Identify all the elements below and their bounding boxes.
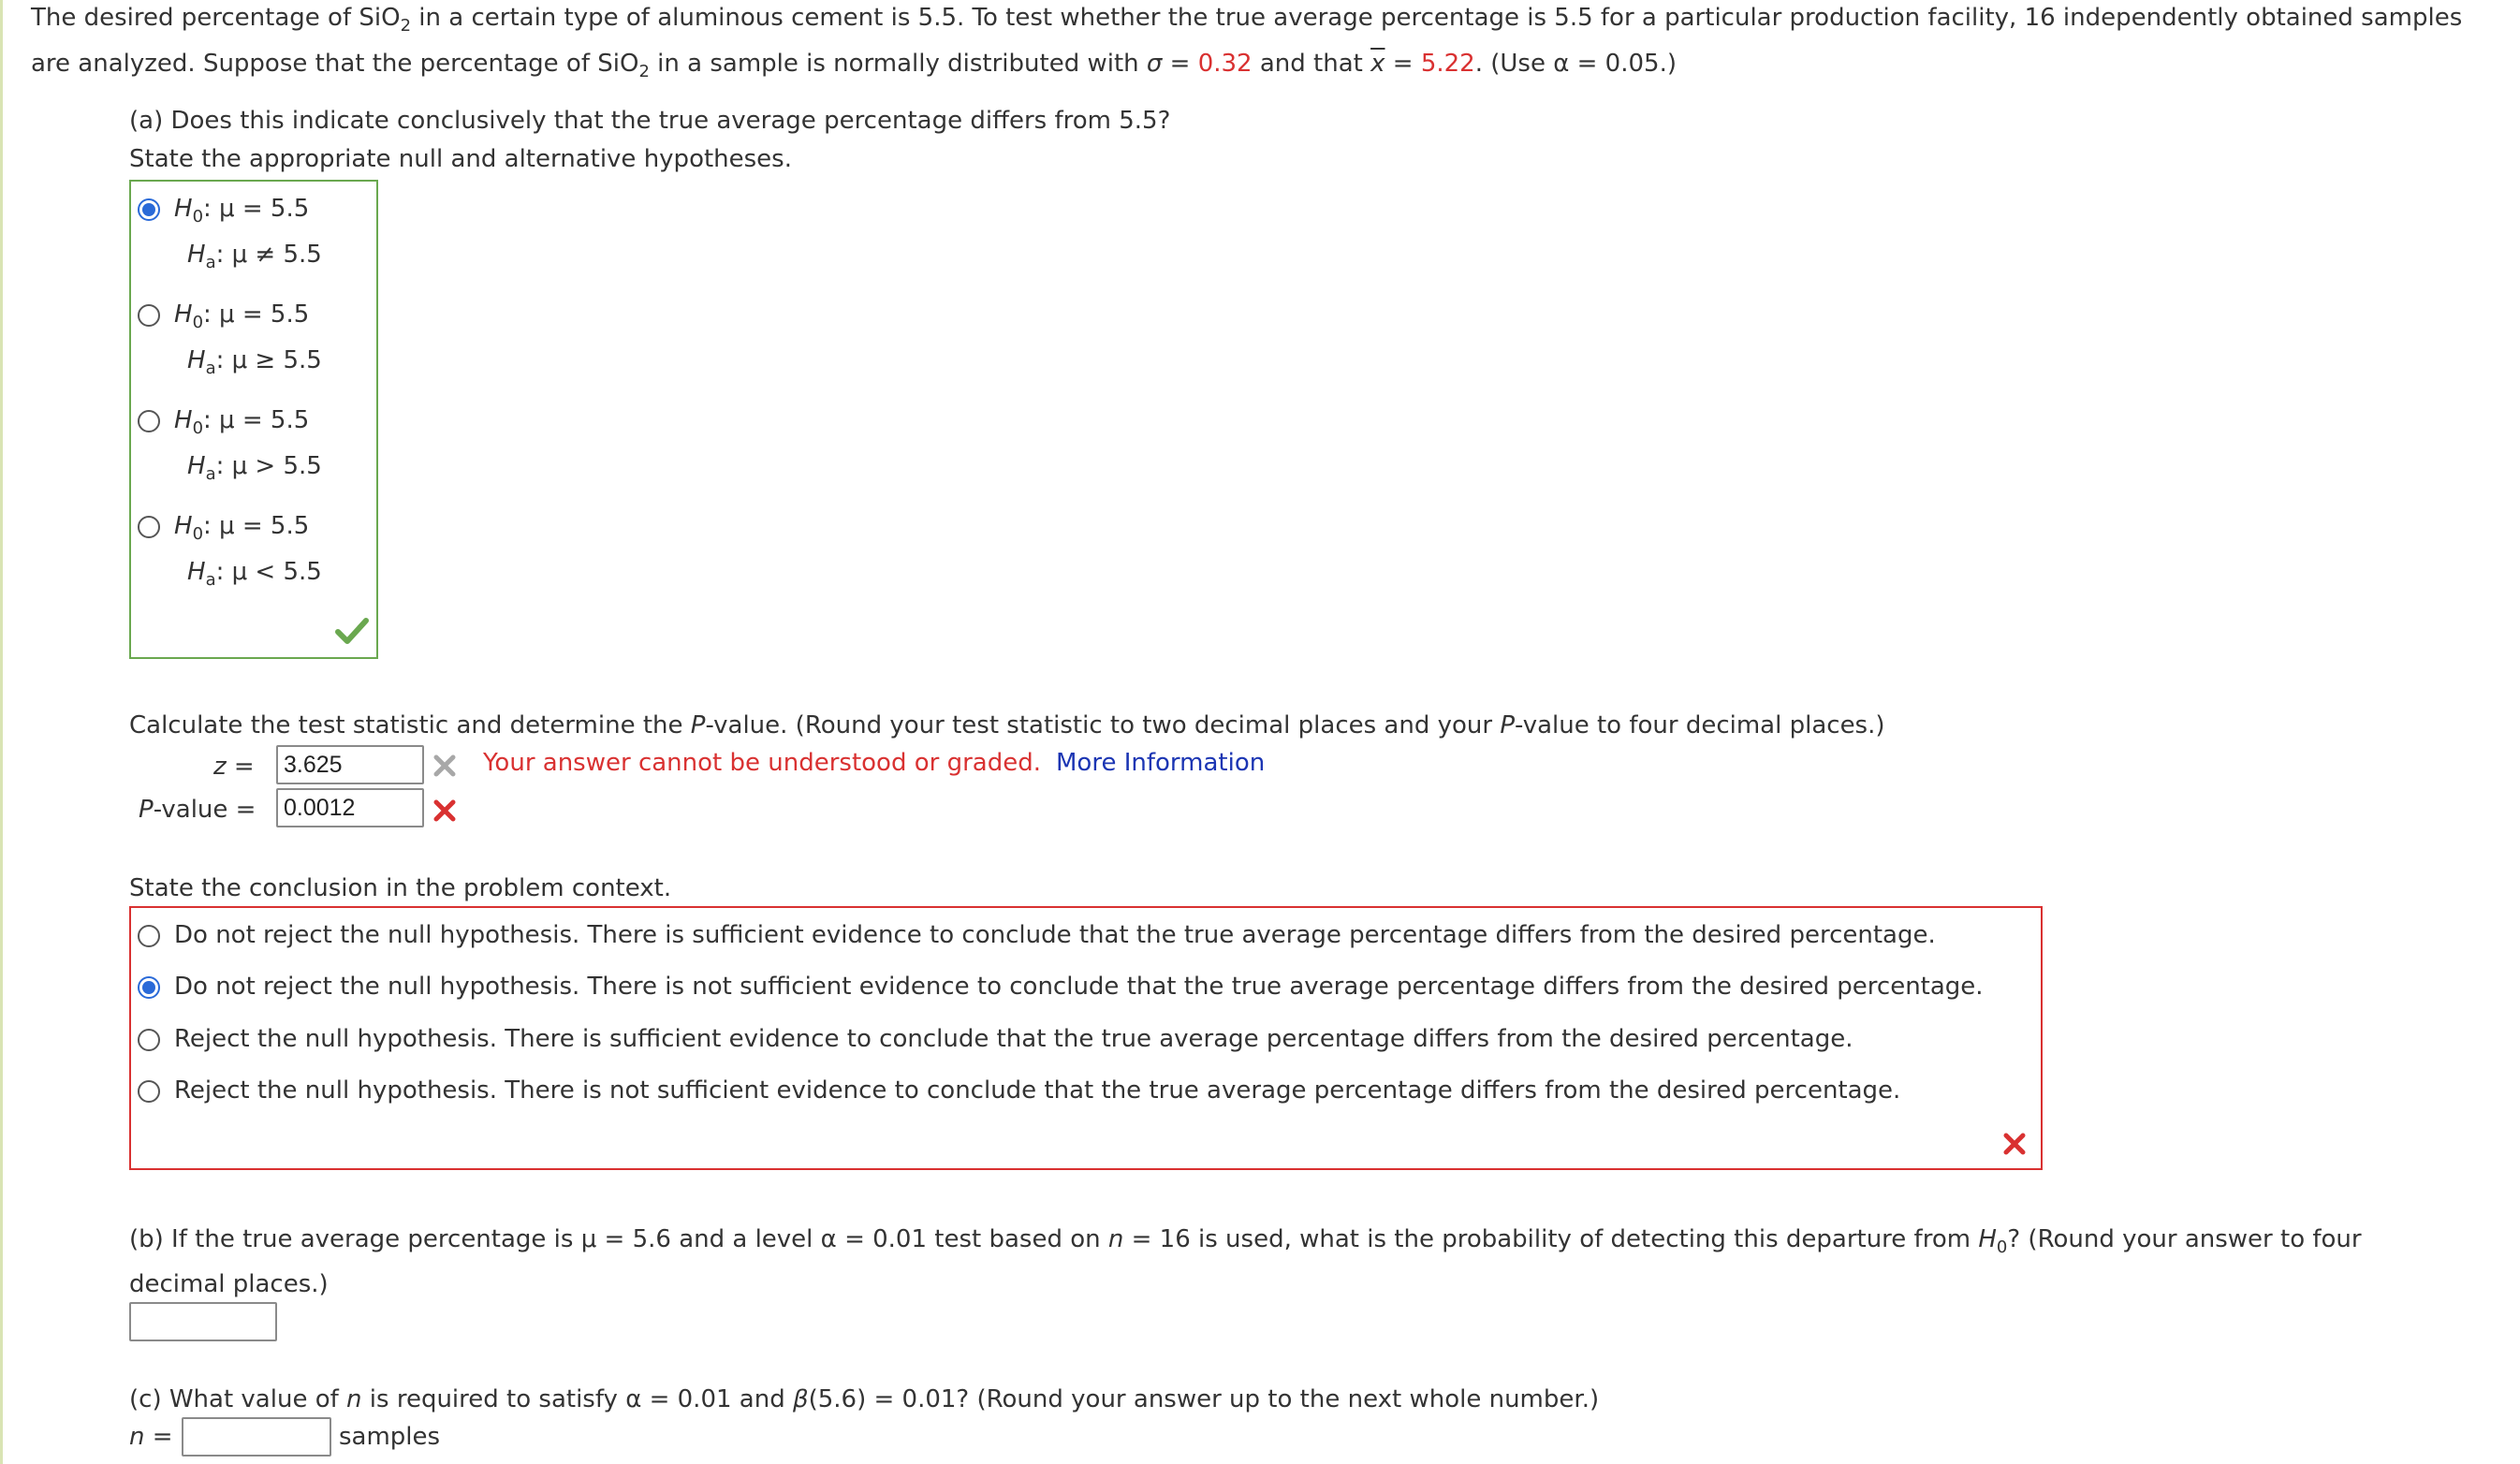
hypothesis-option-1-radio[interactable] [138, 198, 160, 221]
part-c-n-label: n = [129, 1423, 173, 1451]
p-value-input[interactable] [276, 788, 424, 827]
conclusion-option-2-text: Do not reject the null hypothesis. There is not sufficient evidence to conclude that the true average percentage differs from the desired percentage. [174, 973, 1984, 1001]
p-value-label: P-value = [139, 796, 256, 824]
conclusion-incorrect-x-icon [2001, 1131, 2028, 1157]
conclusion-option-1-radio[interactable] [138, 925, 160, 947]
part-b-answer-input[interactable] [129, 1302, 277, 1341]
correct-checkmark-icon [335, 616, 369, 646]
conclusion-option-2-radio[interactable] [138, 976, 160, 999]
conclusion-option-3-radio[interactable] [138, 1029, 160, 1051]
conclusion-option-4-radio[interactable] [138, 1080, 160, 1103]
part-c-answer-input[interactable] [182, 1417, 331, 1457]
hypothesis-option-2-h0: $H_0$: μ = 5.5 [174, 300, 310, 332]
left-accent-rule [0, 0, 3, 1464]
hypothesis-option-3-h0: $H_0$: μ = 5.5 [174, 406, 310, 438]
z-error-x-icon [432, 753, 458, 779]
z-error-message: Your answer cannot be understood or graded. [483, 749, 1041, 777]
conclusion-prompt: State the conclusion in the problem context. [129, 874, 672, 902]
part-b-question-line-1: (b) If the true average percentage is μ = 5.6 and a level α = 0.01 test based on n = 16 is used, what is the probability of detecting this departure from $H_0$? (Round your answer to four [129, 1225, 2362, 1257]
problem-line-2: are analyzed. Suppose that the percentage of SiO$_2$ in a sample is normally distributed with σ = 0.32 and that $\overline{x} = 5.22$. (Use α = 0.05.) [31, 50, 1677, 81]
xbar-value: 5.22 [1420, 50, 1475, 78]
sigma-value: 0.32 [1197, 50, 1253, 78]
part-a-question: (a) Does this indicate conclusively that the true average percentage differs from 5.5? [129, 107, 1171, 135]
hypothesis-option-2-radio[interactable] [138, 304, 160, 327]
hypothesis-option-4-h0: $H_0$: μ = 5.5 [174, 512, 310, 544]
part-c-unit: samples [339, 1423, 441, 1451]
part-c-question: (c) What value of n is required to satisfy α = 0.01 and β(5.6) = 0.01? (Round your answer up to the next whole number.) [129, 1385, 1600, 1413]
hypothesis-option-2-ha: $H_a$: μ ≥ 5.5 [187, 346, 322, 378]
z-input[interactable] [276, 745, 424, 784]
problem-line-1: The desired percentage of SiO$_2$ in a certain type of aluminous cement is 5.5. To test whether the true average percentage is 5.5 for a particular production facility, 16 independently obtained samples [31, 4, 2463, 36]
hypothesis-option-4-radio[interactable] [138, 516, 160, 538]
hypothesis-option-1-ha: $H_a$: μ ≠ 5.5 [187, 241, 322, 272]
conclusion-option-4-text: Reject the null hypothesis. There is not sufficient evidence to conclude that the true average percentage differs from the desired percentage. [174, 1076, 1901, 1105]
part-b-question-line-2: decimal places.) [129, 1270, 329, 1298]
conclusion-option-1-text: Do not reject the null hypothesis. There is sufficient evidence to conclude that the true average percentage differs from the desired percentage. [174, 921, 1936, 949]
more-information-link[interactable]: More Information [1056, 749, 1266, 777]
calc-prompt: Calculate the test statistic and determine the P-value. (Round your test statistic to two decimal places and your P-value to four decimal places.) [129, 711, 1885, 739]
p-value-incorrect-x-icon [432, 798, 458, 824]
part-a-instruction: State the appropriate null and alternative hypotheses. [129, 145, 792, 173]
hypothesis-option-4-ha: $H_a$: μ < 5.5 [187, 558, 322, 590]
hypothesis-option-3-radio[interactable] [138, 410, 160, 432]
hypothesis-option-1-h0: $H_0$: μ = 5.5 [174, 195, 310, 227]
conclusion-option-3-text: Reject the null hypothesis. There is sufficient evidence to conclude that the true average percentage differs from the desired percentage. [174, 1025, 1853, 1053]
hypothesis-option-3-ha: $H_a$: μ > 5.5 [187, 452, 322, 484]
z-label: z = [213, 753, 255, 781]
